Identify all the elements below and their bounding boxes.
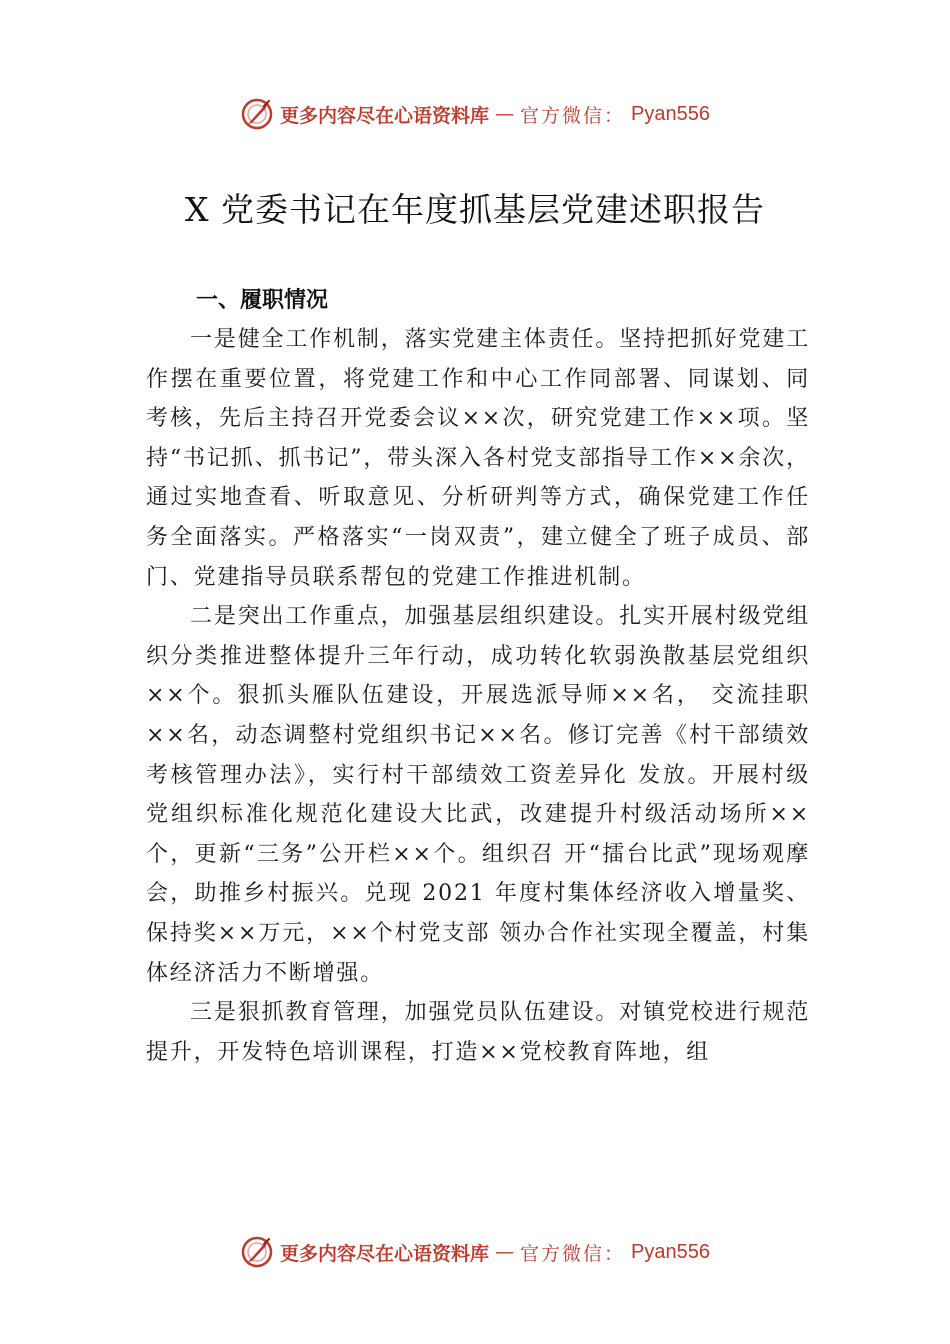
- paragraph-1: 一是健全工作机制，落实党建主体责任。坚持把抓好党建工作摆在重要位置，将党建工作和中心工作同部署、同谋划、同考核，先后主持召开党委会议××次，研究党建工作××项。坚持“书记抓、抓书记”，带头深入各村党支部指导工作××余次，通过实地查看、听取意见、分析研判等方式，确保党建工作任务全面落实。严格落实“一岗双责”，建立健全了班子成员、部门、党建指导员联系帮包的党建工作推进机制。: [146, 327, 810, 590]
- document-body: [146, 320, 810, 1072]
- wechat-label: 官方微信：: [520, 104, 626, 127]
- paragraph-2: 二是突出工作重点，加强基层组织建设。扎实开展村级党组织分类推进整体提升三年行动，成功转化软弱涣散基层党组织××个。狠抓头雁队伍建设，开展选派导师××名， 交流挂职××名，动态调整村党组织书记××名。修订完善《村干部绩效考核管理办法》，实行村干部绩效工资差异化 发放。开展村级党组织标准化规范化建设大比武，改建提升村级活动场所××个，更新“三务”公开栏××个。组织召 开“擂台比武”现场观摩会，助推乡村振兴。兑现 2021 年度村集体经济收入增量奖、保持奖××万元，××个村党支部 领办合作社实现全覆盖，村集体经济活力不断增强。: [146, 604, 810, 986]
- section-heading: 一、履职情况: [196, 288, 329, 313]
- paragraph-3: 三是狠抓教育管理，加强党员队伍建设。对镇党校进行规范提升，开发特色培训课程，打造××党校教育阵地，组: [146, 1000, 810, 1065]
- header-banner: [0, 94, 950, 134]
- wechat-id: Pyan556: [631, 102, 710, 125]
- separator-dash: —: [495, 1241, 515, 1263]
- site-name-text: 更多内容尽在心语资料库: [280, 1242, 490, 1265]
- footer-banner: [0, 1232, 950, 1272]
- quill-pen-logo-icon: [240, 97, 274, 131]
- site-name-text: 更多内容尽在心语资料库: [280, 104, 490, 127]
- wechat-id: Pyan556: [631, 1240, 710, 1263]
- wechat-label: 官方微信：: [520, 1242, 626, 1265]
- separator-dash: —: [495, 103, 515, 125]
- document-title: X 党委书记在年度抓基层党建述职报告: [185, 190, 765, 229]
- quill-pen-logo-icon: [240, 1235, 274, 1269]
